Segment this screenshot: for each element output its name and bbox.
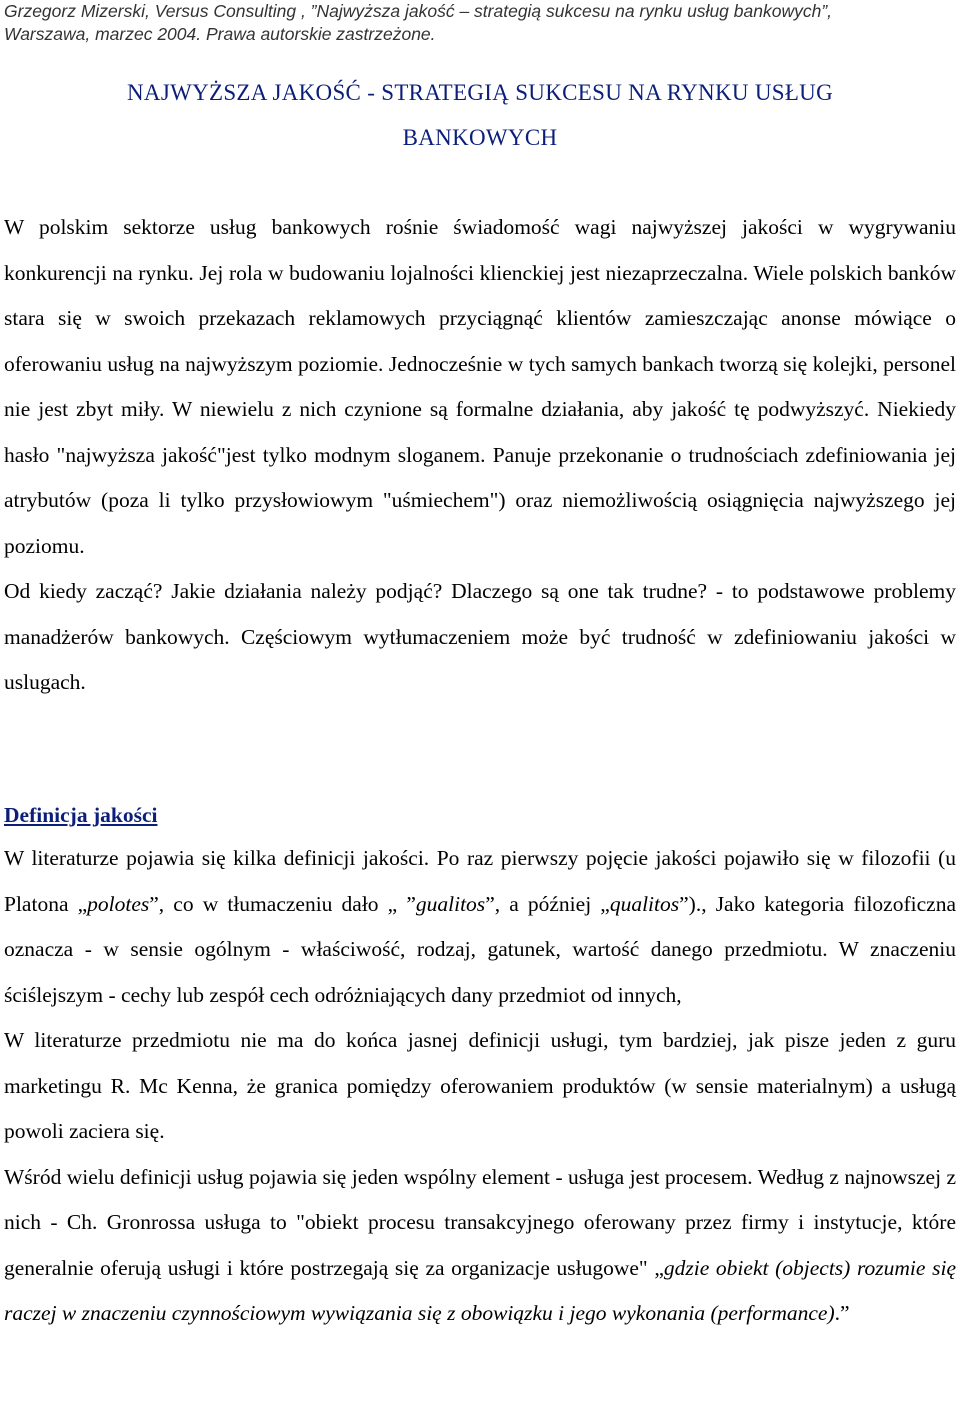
document-title-line-1: NAJWYŻSZA JAKOŚĆ - STRATEGIĄ SUKCESU NA RYNKU USŁUG — [127, 80, 833, 105]
definition-paragraph-1 — [4, 836, 956, 1018]
intro-paragraph-2: Od kiedy zacząć? Jakie działania należy podjąć? Dlaczego są one tak trudne? - to podstawowe problemy manadżerów bankowych. Częściowym wytłumaczeniem może być trudność w zdefiniowaniu jakości w uslugach. — [4, 579, 956, 694]
definition-paragraph-2: W literaturze przedmiotu nie ma do końca jasnej definicji usługi, tym bardziej, jak pisze jeden z guru marketingu R. Mc Kenna, że granica pomiędzy oferowaniem produktów (w sensie materialnym) a usługą powoli zaciera się. — [4, 1028, 956, 1143]
header-line-1: Grzegorz Mizerski, Versus Consulting , ”Najwyższa jakość – strategią sukcesu na rynku usług bankowych”, — [4, 1, 833, 21]
definition-section — [4, 836, 956, 1337]
intro-paragraph-1: W polskim sektorze usług bankowych rośnie świadomość wagi najwyższej jakości w wygrywaniu konkurencji na rynku. Jej rola w budowaniu lojalności klienckiej jest niezaprzeczalna. Wiele polskich banków stara się w swoich przekazach reklamowych przyciągnąć klientów zamieszczając anonse mówiące o oferowaniu usług na najwyższym poziomie. Jednocześnie w tych samych bankach tworzą się kolejki, personel nie jest zbyt miły. W niewielu z nich czynione są formalne działania, aby jakość tę podwyższyć. Niekiedy hasło "najwyższa jakość"jest tylko modnym sloganem. Panuje przekonanie o trudnościach zdefiniowania jej atrybutów (poza li tylko przysłowiowym "uśmiechem") oraz niemożliwością osiągnięcia najwyższego jej poziomu. — [4, 215, 956, 558]
section-heading: Definicja jakości — [4, 803, 158, 827]
document-title-line-2: BANKOWYCH — [402, 125, 558, 150]
italic-term-gualitos: gualitos — [415, 891, 486, 916]
header-line-2: Warszawa, marzec 2004. Prawa autorskie zastrzeżone. — [4, 24, 436, 44]
text-run: .” — [834, 1301, 850, 1325]
text-run: ”, a później „ — [485, 891, 610, 916]
running-header — [4, 0, 956, 46]
italic-term-qualitos: qualitos — [609, 891, 680, 916]
text-run: W literaturze pojawia się kilka definicji jakości. Po raz pierwszy pojęcie jakości pojawiło się w filozofii (u Platona „ — [4, 846, 956, 916]
italic-term-polotes: polotes — [87, 891, 150, 916]
text-run: Wśród wielu definicji usług pojawia się jeden wspólny element - usługa jest procesem. Według z najnowszej z nich - Ch. Gronrossa usługa to "obiekt procesu transakcyjnego oferowany przez firmy i instytucje, które generalnie oferują usługi i które postrzegają się za organizacje usługowe" „ — [4, 1164, 956, 1280]
text-run: ”)., Jako kategoria filozoficzna oznacza - w sensie ogólnym - właściwość, rodzaj, gatunek, wartość danego przedmiotu. W znaczeniu ściślejszym - cechy lub zespół cech odróżniających dany przedmiot od innych, — [4, 891, 956, 1007]
text-run: ”, co w tłumaczeniu dało „ ” — [149, 891, 416, 916]
italic-quote: gdzie obiekt (objects) rozumie się raczej w znaczeniu czynnościowym wywiązania się z obowiązku i jego wykonania (performance) — [4, 1255, 956, 1325]
definition-paragraph-3 — [4, 1155, 956, 1337]
intro-section — [4, 205, 956, 706]
